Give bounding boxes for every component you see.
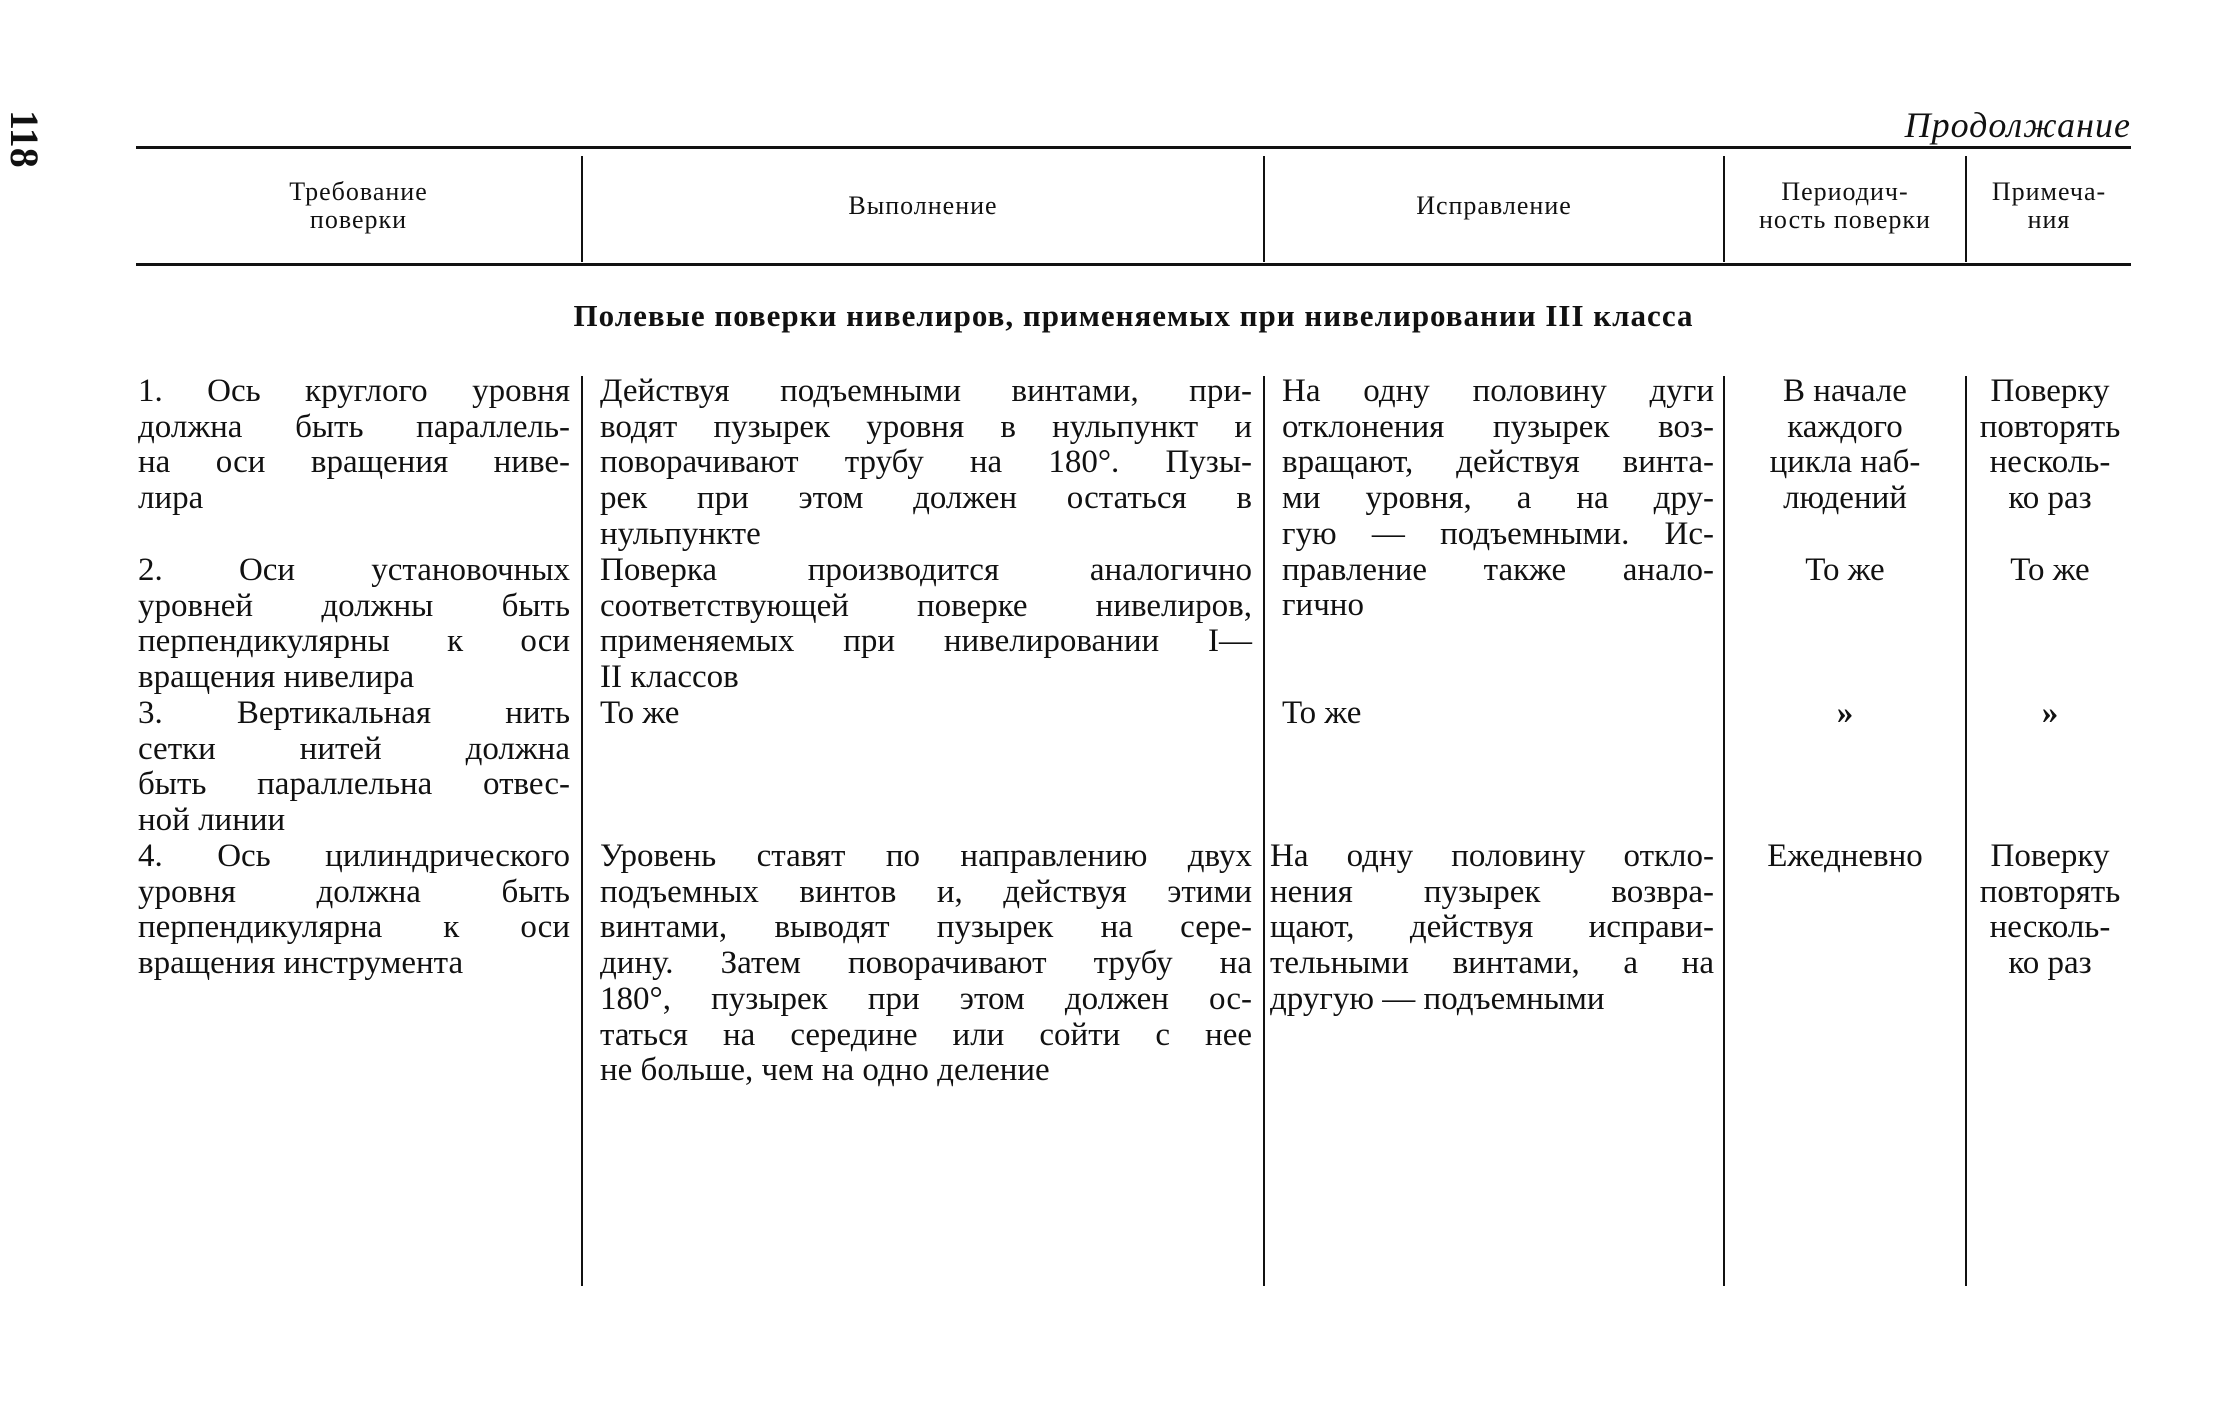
text-line: рек при этом должен остаться в [600,480,1252,517]
text-line: вращают, действуя винта- [1282,444,1714,481]
text-line: на оси вращения ниве- [138,444,570,481]
text-line: То же [2010,552,2090,588]
text-line: 2. Оси установочных [138,552,570,588]
row1-execution [600,374,1252,553]
row2-notes [1969,553,2131,589]
header-line: Периодич- [1781,177,1909,206]
text-line: цикла наб- [1769,444,1921,481]
column-divider [1263,376,1265,1286]
text-line: 180°, пузырек при этом должен ос- [600,980,1252,1017]
text-line: сетки нитей должна [138,730,570,767]
header-line: поверки [309,205,408,234]
text-line: В начале [1783,373,1907,409]
row3-correction [1282,696,1714,732]
header-line: Примеча- [1991,177,2107,206]
text-line: тельными винтами, а на [1270,945,1714,982]
row2-requirement [138,553,570,696]
table-header-rule [136,263,2131,266]
row4-correction [1270,839,1714,1018]
header-line: Требование [289,177,428,206]
text-line: уровня должна быть [138,873,570,910]
column-divider [1723,376,1725,1286]
text-line: ми уровня, а на дру- [1282,480,1714,517]
text-line: II классов [600,659,739,696]
text-line: перпендикулярна к оси [138,909,570,946]
header-divider [1263,156,1265,262]
header-periodicity [1725,150,1965,262]
text-line: таться на середине или сойти с нее [600,1016,1252,1053]
text-line: гично [1282,587,1364,624]
row2-periodicity [1727,553,1963,589]
text-line: Ежедневно [1767,838,1923,874]
row4-periodicity [1727,839,1963,875]
header-divider [1723,156,1725,262]
header-correction [1265,150,1723,262]
text-line: несколь- [1989,909,2111,946]
text-line: применяемых при нивелировании I— [600,623,1252,660]
text-line: 4. Ось цилиндрического [138,838,570,874]
text-line: То же [600,695,680,731]
text-line: » [2041,695,2059,731]
text-line: каждого [1787,408,1903,445]
continuation-label: Продолжание [1904,105,2131,145]
text-line: щают, действуя исправи- [1270,909,1714,946]
text-line: Поверка производится аналогично [600,552,1252,588]
text-line: повторять [1979,873,2121,910]
header-line: Исправление [1416,191,1572,220]
text-line: Поверку [1990,838,2110,874]
header-execution [583,150,1263,262]
text-line: несколь- [1989,444,2111,481]
text-line: не больше, чем на одно деление [600,1052,1050,1089]
text-line: винтами, выводят пузырек на сере- [600,909,1252,946]
row3-execution [600,696,1252,732]
text-line: На одну половину дуги [1282,373,1714,409]
row1-requirement [138,374,570,517]
text-line: ко раз [2008,480,2092,517]
text-line: ной линии [138,802,286,839]
header-divider [581,156,583,262]
row4-execution [600,839,1252,1089]
table-top-rule [136,146,2131,149]
text-line: дину. Затем поворачивают трубу на [600,945,1252,982]
text-line: 3. Вертикальная нить [138,695,570,731]
text-line: лира [138,480,204,517]
row4-requirement [138,839,570,982]
text-line: » [1836,695,1854,731]
text-line: другую — подъемными [1270,980,1605,1017]
text-line: То же [1282,695,1362,731]
text-line: подъемных винтов и, действуя этими [600,873,1252,910]
text-line: нения пузырек возвра- [1270,873,1714,910]
header-requirement [136,150,581,262]
header-line: Выполнение [848,191,998,220]
text-line: людений [1783,480,1907,517]
header-line: ния [2027,205,2071,234]
header-divider [1965,156,1967,262]
text-line: вращения инструмента [138,945,464,982]
text-line: То же [1805,552,1885,588]
section-title: Полевые поверки нивелиров, применяемых при нивелировании III класса [573,298,1694,333]
text-line: отклонения пузырек воз- [1282,408,1714,445]
text-line: вращения нивелира [138,659,415,696]
text-line: уровней должны быть [138,587,570,624]
text-line: поворачивают трубу на 180°. Пузы- [600,444,1252,481]
row1-notes [1969,374,2131,517]
row2-execution [600,553,1252,696]
text-line: перпендикулярны к оси [138,623,570,660]
text-line: водят пузырек уровня в нульпункт и [600,408,1252,445]
text-line: соответствующей поверке нивелиров, [600,587,1252,624]
text-line: гую — подъемными. Ис- [1282,515,1714,552]
text-line: должна быть параллель- [138,408,570,445]
row3-periodicity [1727,696,1963,732]
text-line: повторять [1979,408,2121,445]
text-line: быть параллельна отвес- [138,766,570,803]
text-line: 1. Ось круглого уровня [138,373,570,409]
text-line: Поверку [1990,373,2110,409]
page-number: 118 [2,110,47,168]
text-line: ко раз [2008,945,2092,982]
header-notes [1967,150,2131,262]
text-line: Уровень ставят по направлению двух [600,838,1252,874]
row3-notes [1969,696,2131,732]
row3-requirement [138,696,570,839]
row4-notes [1969,839,2131,982]
row1-correction [1282,374,1714,624]
text-line: На одну половину откло- [1270,838,1714,874]
text-line: нульпункте [600,515,761,552]
row1-periodicity [1727,374,1963,517]
column-divider [581,376,583,1286]
header-line: ность поверки [1759,205,1931,234]
text-line: правление также анало- [1282,551,1714,588]
text-line: Действуя подъемными винтами, при- [600,373,1252,409]
column-divider [1965,376,1967,1286]
